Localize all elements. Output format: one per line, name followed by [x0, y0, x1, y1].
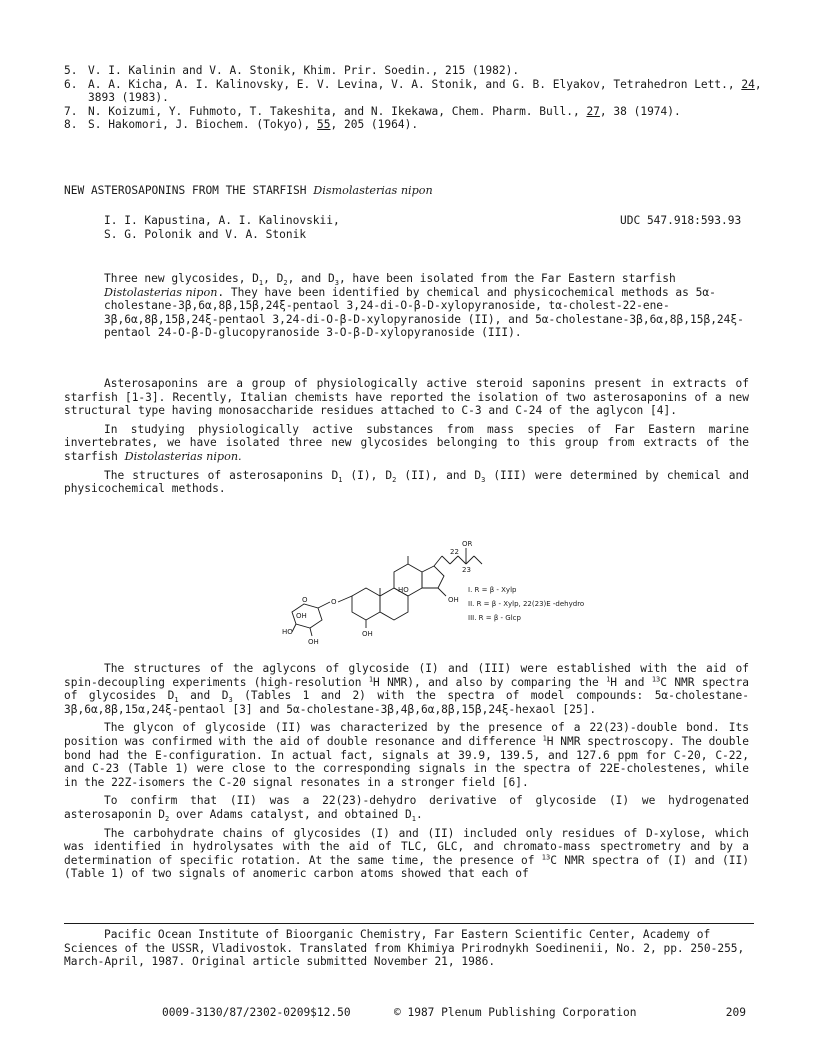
subscript: 1	[258, 279, 264, 288]
subscript: 1	[174, 696, 179, 705]
abstract	[104, 272, 749, 340]
reference-item	[64, 118, 764, 132]
reference-volume: 24	[741, 77, 755, 91]
paragraph-text: (Tables 1 and 2) with the spectra of model compounds: 5α-cholestane-3β,6α,8β,15α,24ξ-pentaol [3] and 5α-cholestane-3β,4β,6α,8β,15β,24ξ-hexaol [25].	[64, 689, 749, 716]
paragraph-text: and D	[178, 689, 229, 703]
paragraph-text: (II), and D	[396, 468, 482, 482]
author-list	[104, 214, 504, 241]
paragraph-text: C NMR spectra of (I) and (II) (Table 1) of two signals of anomeric carbon atoms showed that each of	[64, 853, 750, 881]
footnote: Pacific Ocean Institute of Bioorganic Chemistry, Far Eastern Scientific Center, Academy of Sciences of the USSR, Vladivostok. Translated from Khimiya Prirodnykh Soedinenii, No. 2, pp. 250-255, March-April, 1987. Original article submitted November 21, 1986.	[64, 928, 745, 969]
subscript: 1	[338, 475, 343, 484]
abstract-text: Three new glycosides, D	[104, 272, 259, 285]
paragraph-text: The structures of asterosaponins D	[104, 468, 339, 482]
chemical-structure	[282, 540, 585, 646]
article-title-text: NEW ASTEROSAPONINS FROM THE STARFISH	[64, 184, 314, 197]
ring-d	[422, 566, 444, 588]
side-chain-bond	[458, 556, 466, 564]
reference-number: 8.	[64, 118, 78, 132]
page-footer	[64, 1006, 754, 1020]
paragraph-text: H NMR), and also by comparing the	[373, 675, 607, 689]
reference-text: V. I. Kalinin and V. A. Stonik, Khim. Prir. Soedin., 215 (1982).	[88, 64, 520, 77]
structure-label: 23	[462, 566, 471, 574]
subscript: 3	[228, 696, 233, 705]
structure-label: 22	[450, 548, 459, 556]
oh-bond	[438, 588, 446, 596]
structure-label: OR	[462, 540, 473, 548]
article-body-bottom	[64, 662, 749, 886]
article-body-top	[64, 377, 749, 501]
paragraph-text: (III) were determined by chemical and physicochemical methods.	[64, 468, 750, 496]
side-chain-bond	[450, 556, 458, 564]
superscript: 1	[368, 674, 374, 683]
paragraph-text: The carbohydrate chains of glycosides (I) and (II) included only residues of D-xylose, which was identified in hydrolysates with the aid of TLC, GLC, and chromato-mass spectrometry and by a determination of specific rotation. At the same time, the presence of	[64, 826, 749, 867]
paragraph-text: To confirm that (II) was a 22(23)-dehydro derivative of glycoside (I) we hydrogenated asterosaponin D	[64, 794, 749, 821]
side-chain-bond	[474, 556, 482, 564]
structure-label: O	[331, 598, 337, 606]
reference-volume: 55	[317, 118, 331, 132]
structure-label: HO	[398, 586, 409, 594]
reference-list	[64, 64, 764, 132]
structure-label: O	[302, 596, 308, 604]
glycosidic-bond	[318, 602, 330, 608]
authors-line: S. G. Polonik and V. A. Stonik	[104, 227, 307, 241]
superscript: 13	[541, 852, 551, 861]
structure-label: II. R = β - Xylp, 22(23)E -dehydro	[468, 600, 585, 608]
paragraph-text: over Adams catalyst, and obtained D	[169, 807, 412, 821]
authors-line: I. I. Kapustina, A. I. Kalinovskii,	[104, 214, 340, 227]
page-number: 209	[725, 1006, 746, 1019]
paragraph-text: H NMR spectroscopy. The double bond had the E-configuration. In actual fact, signals at 39.9, 139.5, and 127.6 ppm for C-20, C-22, and C-23 (Table 1) were close to the corresponding signals in the spectra of 22E-cholestenes, while in the 22Z-isomers the C-20 signal resonates in a stronger field [6].	[64, 734, 749, 789]
sugar-bond	[310, 628, 312, 636]
reference-pages: , 205 (1964).	[330, 118, 419, 132]
species-name: Distolasterias nipon.	[124, 449, 242, 463]
abstract-text: , have been isolated from the Far Eastern starfish	[338, 272, 676, 285]
structure-label: HO	[282, 628, 293, 636]
paragraph	[64, 721, 749, 789]
reference-pages: , 3893 (1983).	[88, 77, 762, 105]
side-chain-bond	[466, 556, 474, 564]
paragraph-text: The glycon of glycoside (II) was characterized by the presence of a 22(23)-double bond. Its position was confirmed with the aid of double resonance and difference	[64, 721, 749, 748]
reference-number: 7.	[64, 104, 78, 118]
reference-item	[64, 105, 764, 119]
superscript: 1	[606, 674, 611, 683]
paragraph-text: .	[415, 807, 423, 821]
superscript: 1	[542, 734, 547, 743]
paragraph	[64, 662, 749, 716]
structure-label: OH	[296, 612, 307, 620]
paragraph-text: The structures of the aglycons of glycoside (I) and (III) were established with the aid of spin-decoupling experiments (high-resolution	[64, 662, 749, 689]
copyright-notice: © 1987 Plenum Publishing Corporation	[394, 1006, 637, 1019]
publication-code: 0009-3130/87/2302-0209$12.50	[162, 1006, 351, 1019]
paragraph	[64, 827, 749, 881]
subscript: 2	[392, 475, 397, 484]
reference-volume: 27	[586, 104, 600, 118]
side-chain-bond	[434, 556, 442, 566]
reference-pages: , 38 (1974).	[599, 104, 681, 118]
subscript: 3	[481, 475, 486, 484]
subscript: 1	[411, 815, 416, 824]
superscript: 13	[651, 674, 661, 683]
side-chain-bond	[442, 556, 450, 564]
reference-item	[64, 64, 764, 78]
subscript: 3	[334, 279, 339, 288]
reference-citation: N. Koizumi, Y. Fuhmoto, T. Takeshita, and N. Ikekawa, Chem. Pharm. Bull.,	[88, 104, 587, 118]
reference-text	[88, 78, 764, 105]
paragraph-text: (I), D	[342, 468, 393, 482]
article-title-species: Dismolasterias nipon	[313, 184, 433, 197]
reference-text	[88, 105, 764, 119]
structure-label: OH	[308, 638, 319, 646]
reference-number: 5.	[64, 64, 78, 77]
glycosidic-bond	[338, 596, 352, 602]
footnote-divider	[64, 923, 754, 924]
abstract-text: , D	[263, 272, 284, 285]
article-title	[64, 184, 764, 198]
reference-text	[88, 118, 764, 132]
ring-a	[352, 588, 380, 620]
structure-label: OH	[362, 630, 373, 638]
structure-label: I. R = β - Xylp	[468, 586, 517, 594]
reference-number: 6.	[64, 77, 78, 91]
species-name: Distolasterias nipon	[104, 285, 218, 299]
paragraph-text: In studying physiologically active substances from mass species of Far Eastern marine invertebrates, we have isolated three new glycosides belonging to this group from extracts of the starfish	[64, 422, 749, 463]
udc-code: UDC 547.918:593.93	[620, 214, 742, 227]
paragraph	[64, 423, 749, 464]
structure-label: III. R = β - Glcp	[468, 614, 521, 622]
paragraph	[64, 794, 749, 824]
abstract-text: . They have been identified by chemical and physicochemical methods as 5α-cholestane-3β,6α,8β,15β,24ξ-pentaol 3,24-di-O-β-D-xylopyranoside, tα-cholest-22-ene-3β,6α,8β,15β,24ξ-pentaol 3,24-di-O-β-D-xylopyranoside (II), and 5α-cholestane-3β,6α,8β,15β,24ξ-pentaol 24-O-β-D-glucopyranoside 3-O-β-D-xylopyranoside (III).	[104, 285, 744, 340]
paragraph-text: C NMR spectra of glycosides D	[64, 675, 749, 703]
paragraph	[64, 469, 749, 496]
paragraph-text: H and	[610, 675, 652, 689]
reference-citation: S. Hakomori, J. Biochem. (Tokyo),	[88, 118, 318, 132]
paragraph: Asterosaponins are a group of physiologically active steroid saponins present in extracts of starfish [1-3]. Recently, Italian chemists have reported the isolation of two asterosaponins of a new structural type having monosaccharide residues attached to C-3 and C-24 of the aglycon [4].	[64, 377, 749, 418]
subscript: 2	[283, 279, 288, 288]
subscript: 2	[165, 815, 170, 824]
reference-item	[64, 78, 764, 105]
abstract-text: , and D	[287, 272, 335, 285]
reference-citation: A. A. Kicha, A. I. Kalinovsky, E. V. Levina, V. A. Stonik, and G. B. Elyakov, Tetrahedron Lett.,	[88, 77, 742, 91]
structure-label: OH	[448, 596, 459, 604]
